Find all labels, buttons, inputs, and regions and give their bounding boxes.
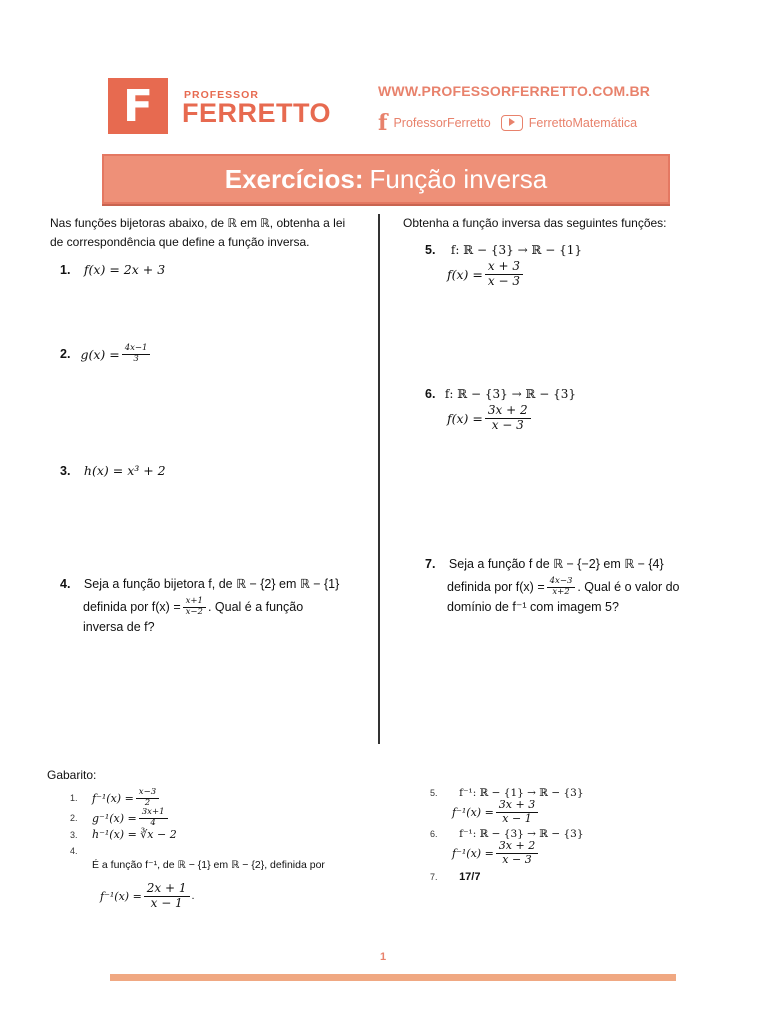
denominator: x−2 <box>185 606 203 617</box>
answer-number: 6. <box>430 829 438 839</box>
denominator: 2 <box>144 797 151 808</box>
question-number: 7. <box>425 557 436 571</box>
denominator: x − 1 <box>150 895 183 910</box>
answer-4-text: É a função f⁻¹, de ℝ − {1} em ℝ − {2}, definida por <box>92 859 325 871</box>
question-5 <box>425 241 582 289</box>
fraction <box>144 882 190 911</box>
answer-4-number <box>70 845 78 857</box>
question-3 <box>60 461 166 481</box>
denominator: x − 1 <box>502 811 532 825</box>
numerator: 4x−3 <box>547 577 576 588</box>
question-line: domínio de f⁻¹ com imagem 5? <box>447 599 619 614</box>
answer-number: 5. <box>430 788 438 798</box>
numerator: 3x + 2 <box>496 840 538 854</box>
numerator: 2x + 1 <box>144 882 190 897</box>
question-number: 5. <box>425 243 436 257</box>
answer-number: 4. <box>70 846 78 856</box>
numerator: x+1 <box>183 597 206 608</box>
right-intro: Obtenha a função inversa das seguintes funções: <box>403 216 667 230</box>
answer-number: 1. <box>70 793 78 804</box>
answer-number: 3. <box>70 829 78 840</box>
answer-lhs: f⁻¹(x) = <box>452 846 494 860</box>
denominator: x − 3 <box>502 852 532 866</box>
fraction <box>136 788 159 809</box>
question-2 <box>60 344 152 365</box>
question-6 <box>425 385 576 433</box>
brand-small: PROFESSOR <box>184 89 259 101</box>
answer-3 <box>70 828 177 841</box>
title-banner <box>102 154 670 204</box>
answer-1 <box>70 788 161 809</box>
answer-domain: f⁻¹: ℝ − {1} → ℝ − {3} <box>459 787 584 799</box>
numerator: x−3 <box>136 788 159 799</box>
fraction <box>547 577 576 598</box>
left-intro: Nas funções bijetoras abaixo, de ℝ em ℝ, obtenha a lei de correspondência que define a função inversa. <box>50 216 346 249</box>
fraction <box>485 260 523 289</box>
question-number: 1. <box>60 263 71 277</box>
question-line: definida por f(x) = <box>83 599 181 614</box>
question-lhs: f(x) = <box>447 410 483 426</box>
answer-domain: f⁻¹: ℝ − {3} → ℝ − {3} <box>459 828 584 840</box>
answer-number: 2. <box>70 813 78 824</box>
answer-end: . <box>191 890 195 903</box>
question-lhs: f(x) = <box>447 266 483 282</box>
question-1 <box>60 260 165 280</box>
question-line: inversa de f? <box>83 619 155 634</box>
question-number: 6. <box>425 387 436 401</box>
numerator: 3x + 3 <box>496 799 538 813</box>
question-expr: h(x) = x³ + 2 <box>83 463 166 478</box>
question-domain: f: ℝ − {3} → ℝ − {3} <box>444 387 577 401</box>
answer-4-formula <box>100 882 195 911</box>
question-4 <box>60 575 360 637</box>
question-line: Seja a função f de ℝ − {−2} em ℝ − {4} <box>448 557 664 571</box>
question-line: Seja a função bijetora f, de ℝ − {2} em ℝ − {1} <box>83 577 340 591</box>
denominator: 3 <box>133 353 139 364</box>
fraction <box>485 404 531 433</box>
fraction <box>496 799 538 825</box>
answer-5 <box>430 787 584 825</box>
title-rest: Função inversa <box>369 163 548 194</box>
page-number: 1 <box>380 951 387 963</box>
numerator: 3x+1 <box>139 808 168 819</box>
footer-rule <box>110 974 676 981</box>
answer-lhs: g⁻¹(x) = <box>92 811 137 825</box>
logo-letter: F <box>122 80 154 132</box>
title-bold: Exercícios: <box>224 163 364 194</box>
answer-key-title: Gabarito: <box>47 768 97 782</box>
answer-expr: h⁻¹(x) = ∛x − 2 <box>92 828 177 841</box>
question-number: 4. <box>60 577 71 591</box>
question-domain: f: ℝ − {3} → ℝ − {1} <box>450 243 583 257</box>
denominator: x − 3 <box>487 273 520 288</box>
question-expr: f(x) = 2x + 3 <box>83 262 166 277</box>
fraction <box>183 597 206 618</box>
numerator: 4x−1 <box>122 344 151 355</box>
numerator: x + 3 <box>485 260 523 275</box>
fraction <box>496 840 538 866</box>
social-links <box>378 110 637 136</box>
question-line: . Qual é o valor do <box>577 579 680 594</box>
answer-number: 7. <box>430 872 438 882</box>
numerator: 3x + 2 <box>485 404 531 419</box>
fraction <box>139 808 168 829</box>
denominator: 4 <box>150 817 156 828</box>
question-line: . Qual é a função <box>207 599 304 614</box>
brand-name: FERRETTO <box>182 98 332 128</box>
answer-value: 17/7 <box>459 871 481 883</box>
logo-badge <box>108 78 168 134</box>
facebook-handle[interactable]: ProfessorFerretto <box>393 116 491 130</box>
answer-6 <box>430 828 584 866</box>
answer-lhs: f⁻¹(x) = <box>452 805 494 819</box>
question-7 <box>425 555 725 617</box>
denominator: x − 3 <box>491 417 524 432</box>
answer-7 <box>430 871 480 883</box>
facebook-icon: f <box>378 110 388 136</box>
question-number: 2. <box>60 346 71 361</box>
answer-2 <box>70 808 170 829</box>
question-line: definida por f(x) = <box>447 579 545 594</box>
fraction <box>122 344 151 365</box>
youtube-icon <box>501 115 523 131</box>
youtube-handle[interactable]: FerrettoMatemática <box>528 116 638 130</box>
answer-lhs: f⁻¹(x) = <box>92 791 134 805</box>
denominator: x+2 <box>552 586 570 597</box>
answer-lhs: f⁻¹(x) = <box>100 889 142 903</box>
column-divider <box>378 214 380 744</box>
question-lhs: g(x) = <box>80 346 120 362</box>
website-link[interactable]: WWW.PROFESSORFERRETTO.COM.BR <box>378 83 651 99</box>
question-number: 3. <box>60 464 71 478</box>
